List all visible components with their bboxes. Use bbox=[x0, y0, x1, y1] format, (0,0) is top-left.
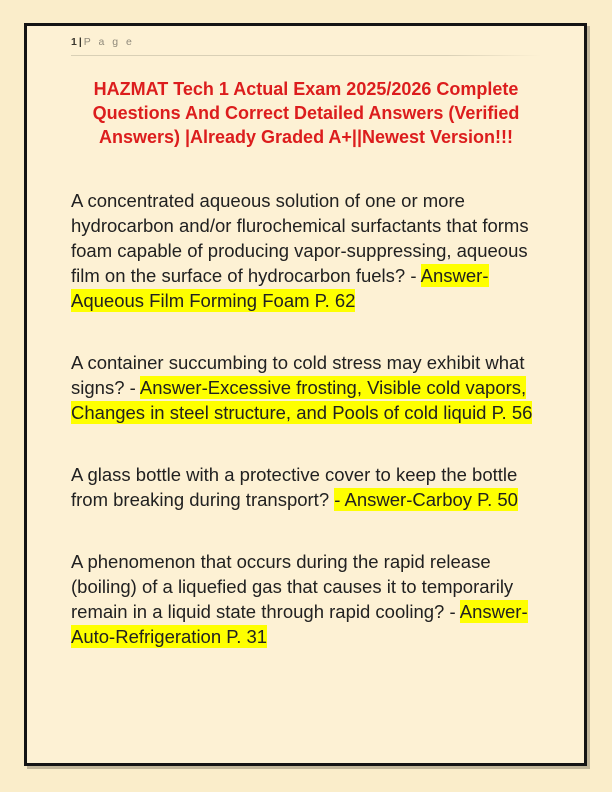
qa-item bbox=[71, 188, 541, 313]
page-header-label: P a g e bbox=[83, 36, 135, 48]
qa-list bbox=[71, 188, 541, 649]
answer-highlight: Answer-Excessive frosting, Visible cold vapors, Changes in steel structure, and Pools of cold liquid P. 56 bbox=[71, 377, 533, 423]
page-header bbox=[71, 36, 541, 49]
question-text: A concentrated aqueous solution of one or more hydrocarbon and/or flurochemical surfactants that forms foam capable of producing vapor-suppressing, aqueous film on the surface of hydrocarbon fuels? - bbox=[71, 190, 529, 286]
title-line: HAZMAT Tech 1 Actual Exam 2025/2026 Complete bbox=[93, 79, 519, 99]
answer-highlight: - Answer-Carboy P. 50 bbox=[334, 489, 518, 510]
title-line: Answers) |Already Graded A+||Newest Version!!! bbox=[98, 127, 514, 147]
document-title bbox=[71, 77, 541, 149]
qa-item bbox=[71, 350, 541, 425]
question-text: A container succumbing to cold stress may exhibit what signs? - bbox=[71, 352, 525, 398]
question-text: A phenomenon that occurs during the rapid release (boiling) of a liquefied gas that causes it to temporarily remain in a liquid state through rapid cooling? - bbox=[71, 551, 514, 622]
page-frame bbox=[24, 23, 587, 766]
answer-highlight: Answer-Auto-Refrigeration P. 31 bbox=[71, 601, 528, 647]
page-header-separator: | bbox=[78, 36, 82, 48]
question-text: A glass bottle with a protective cover to keep the bottle from breaking during transport? bbox=[71, 464, 518, 510]
qa-item bbox=[71, 549, 541, 649]
qa-item bbox=[71, 462, 541, 512]
title-line: Questions And Correct Detailed Answers (Verified bbox=[92, 103, 520, 123]
page-number: 1 bbox=[71, 36, 77, 48]
answer-highlight: Answer-Aqueous Film Forming Foam P. 62 bbox=[71, 265, 489, 311]
header-divider bbox=[71, 55, 541, 56]
